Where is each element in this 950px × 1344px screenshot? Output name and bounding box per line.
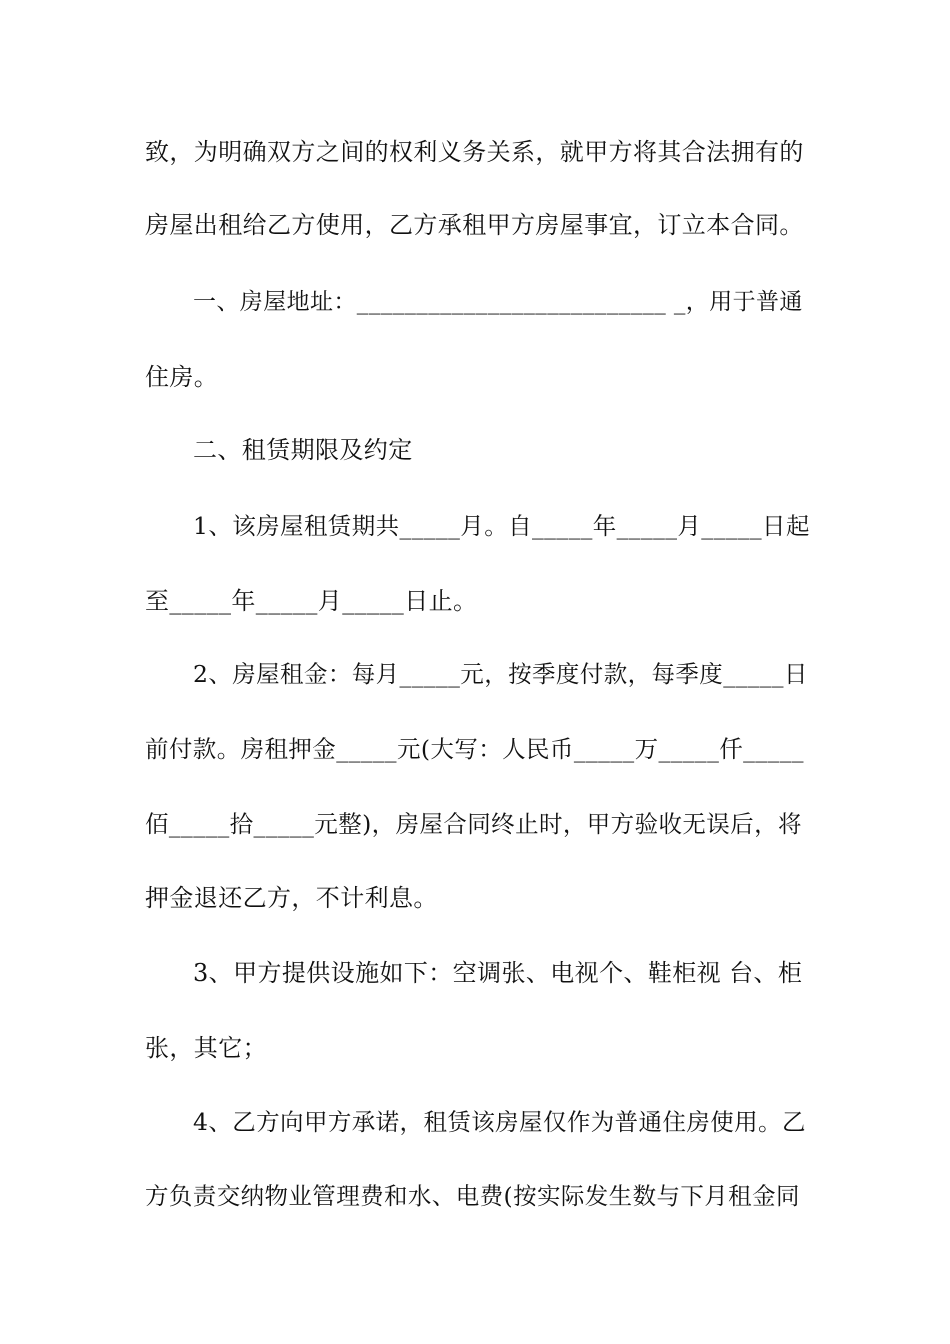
section-heading: 二、租赁期限及约定 bbox=[193, 436, 413, 464]
text-line: 押金退还乙方，不计利息。 bbox=[145, 884, 438, 912]
text-line: 至_____年_____月_____日止。 bbox=[145, 587, 478, 615]
text-line: 3、甲方提供设施如下：空调张、电视个、鞋柜视 台、柜 bbox=[193, 959, 803, 987]
text-line: 2、房屋租金：每月_____元，按季度付款，每季度_____日 bbox=[193, 660, 808, 688]
text-line: 方负责交纳物业管理费和水、电费(按实际发生数与下月租金同 bbox=[145, 1182, 800, 1210]
text-line: 4、乙方向甲方承诺，租赁该房屋仅作为普通住房使用。乙 bbox=[193, 1108, 806, 1136]
text-line: 致，为明确双方之间的权利义务关系，就甲方将其合法拥有的 bbox=[145, 138, 804, 166]
text-line: 一、房屋地址：__________________________ _，用于普通 bbox=[193, 289, 803, 315]
text-line: 佰_____拾_____元整)，房屋合同终止时，甲方验收无误后，将 bbox=[145, 810, 802, 838]
text-line: 前付款。房租押金_____元(大写：人民币_____万_____仟_____ bbox=[145, 735, 804, 763]
text-line: 1、该房屋租赁期共_____月。自_____年_____月_____日起 bbox=[193, 512, 810, 540]
text-line: 住房。 bbox=[145, 363, 219, 391]
text-line: 房屋出租给乙方使用，乙方承租甲方房屋事宜，订立本合同。 bbox=[145, 211, 804, 239]
text-line: 张，其它； bbox=[145, 1034, 267, 1062]
